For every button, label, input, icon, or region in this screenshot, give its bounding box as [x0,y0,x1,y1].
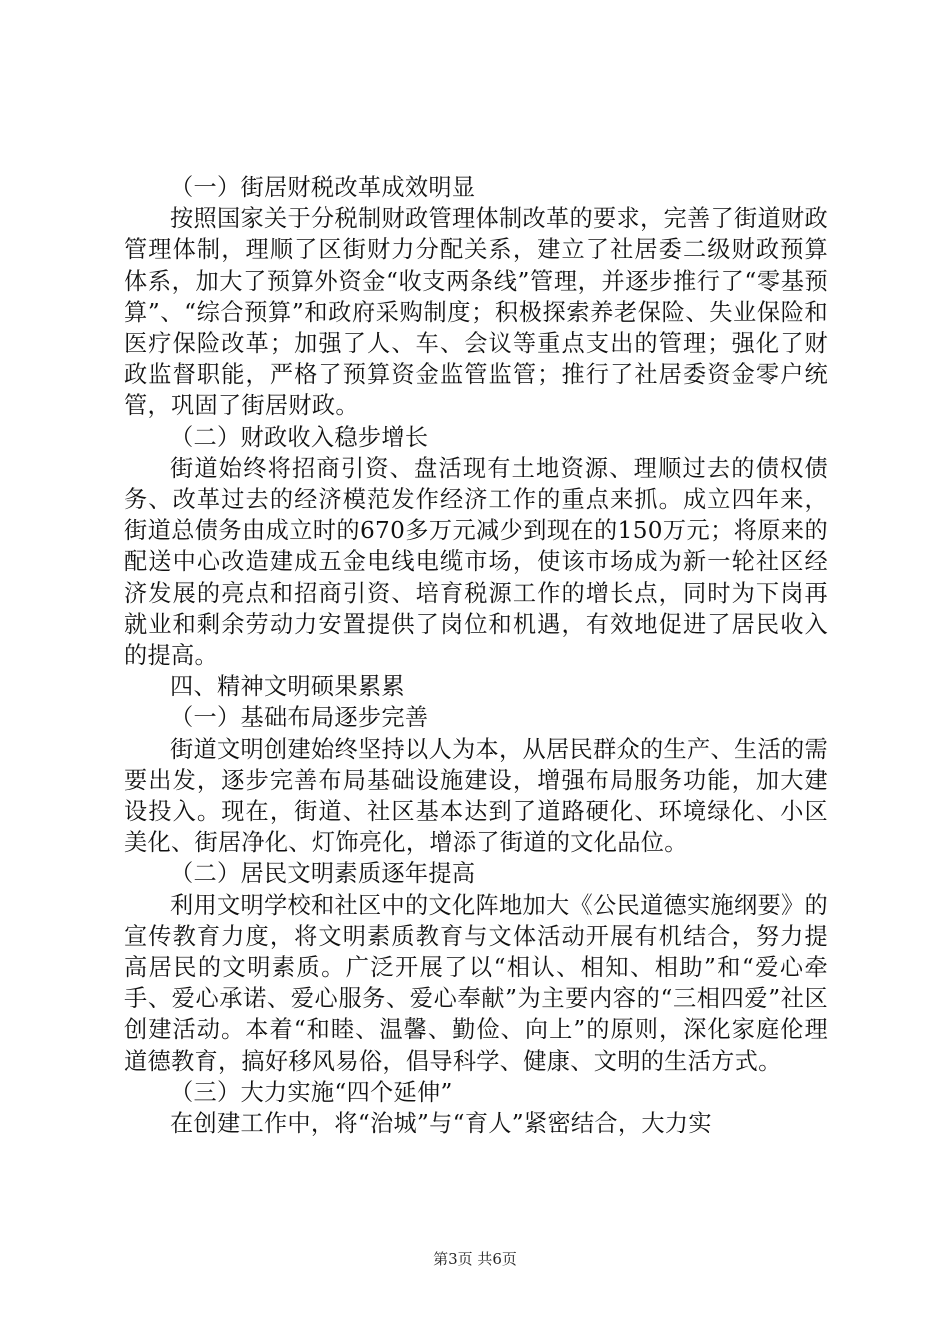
section-heading: （二）居民文明素质逐年提高 [170,860,476,888]
section-heading: （二）财政收入稳步增长 [170,423,429,451]
section-heading: （三）大力实施“四个延伸” [170,1078,453,1106]
body-paragraph: 按照国家关于分税制财政管理体制改革的要求，完善了街道财政管理体制，理顺了区街财力分配关系，建立了社居委二级财政预算体系，加大了预算外资金“收支两条线”管理，并逐步推行了“零基预算”、“综合预算”和政府采购制度；积极探索养老保险、失业保险和医疗保险改革；加强了人、车、会议等重点支出的管理；强化了财政监督职能，严格了预算资金监管监管；推行了社居委资金零户统管，巩固了街居财政。 [124,205,828,420]
section-heading: （一）街居财税改革成效明显 [170,174,476,201]
body-paragraph: 街道始终将招商引资、盘活现有土地资源、理顺过去的债权债务、改革过去的经济模范发作经济工作的重点来抓。成立四年来，街道总债务由成立时的670多万元减少到现在的150万元；将原来的配送中心改造建成五金电线电缆市场，使该市场成为新一轮社区经济发展的亮点和招商引资、培育税源工作的增长点，同时为下岗再就业和剩余劳动力安置提供了岗位和机遇，有效地促进了居民收入的提高。 [124,454,828,670]
chapter-heading: 四、精神文明硕果累累 [170,673,405,701]
page-number-footer: 第3页 共6页 [433,1250,517,1268]
body-paragraph: 在创建工作中，将“治城”与“育人”紧密结合，大力实 [170,1110,712,1138]
body-paragraph: 利用文明学校和社区中的文化阵地加大《公民道德实施纲要》的宣传教育力度，将文明素质教育与文体活动开展有机结合，努力提高居民的文明素质。广泛开展了以“相认、相知、相助”和“爱心牵手、爱心承诺、爱心服务、爱心奉献”为主要内容的“三相四爱”社区创建活动。本着“和睦、温馨、勤俭、向上”的原则，深化家庭伦理道德教育，搞好移风易俗，倡导科学、健康、文明的生活方式。 [124,891,828,1075]
body-paragraph: 街道文明创建始终坚持以人为本，从居民群众的生产、生活的需要出发，逐步完善布局基础设施建设，增强布局服务功能，加大建设投入。现在，街道、社区基本达到了道路硬化、环境绿化、小区美化、街居净化、灯饰亮化，增添了街道的文化品位。 [124,735,828,857]
section-heading: （一）基础布局逐步完善 [170,704,429,732]
document-body [124,172,828,1139]
